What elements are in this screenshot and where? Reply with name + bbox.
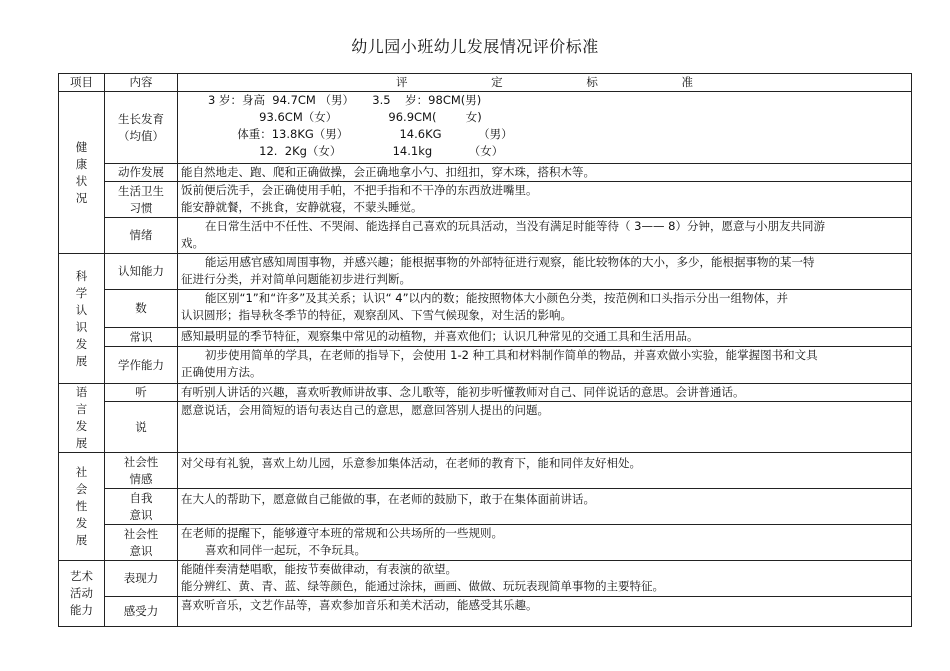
item-label-line: 数: [135, 301, 147, 315]
table-row: [59, 384, 912, 402]
item-label: [105, 489, 178, 525]
item-label: [105, 218, 178, 254]
criteria-line: 在老师的提醒下，能够遵守本班的常规和公共场所的一些规则。: [181, 526, 503, 540]
item-label-line: 动作发展: [118, 165, 164, 179]
criteria-line: 能运用感官感知周围事物，并感兴趣；能根据事物的外部特征进行观察，能比较物体的大小，多少，能根据事物的某一特: [205, 255, 815, 269]
table-row: [59, 92, 912, 164]
category-char: 科: [75, 268, 88, 283]
category-char: 健: [75, 139, 88, 154]
criteria-cell: [178, 384, 912, 402]
criteria-line: 3 岁：身高 94.7CM （男） 3.5 岁：98CM(男): [208, 93, 482, 107]
table-row: [59, 489, 912, 525]
criteria-cell: [178, 453, 912, 489]
item-label-line: 生活卫生: [118, 183, 164, 198]
table-row: [59, 347, 912, 384]
criteria-line: 能自然地走、跑、爬和正确做操，会正确地拿小勺、扣纽扣，穿木珠，搭积木等。: [181, 165, 595, 179]
header-criteria: [178, 74, 912, 92]
category-char: 展: [75, 353, 88, 368]
criteria-cell: [178, 92, 912, 164]
category-char: 学: [75, 285, 88, 300]
item-label: [105, 561, 178, 597]
item-label-line: 学作能力: [118, 357, 164, 372]
criteria-cell: [178, 561, 912, 597]
table-row: [59, 453, 912, 489]
item-label: [105, 453, 178, 489]
criteria-cell: [178, 218, 912, 254]
category-char: 发: [75, 516, 88, 530]
item-label-line: 生长发育: [118, 111, 164, 126]
criteria-cell: [178, 597, 912, 627]
item-label-line: 习惯: [129, 200, 153, 215]
item-label: [105, 347, 178, 384]
category-char: 能力: [70, 603, 93, 617]
criteria-cell: [178, 402, 912, 453]
item-label-line: 意识: [129, 543, 153, 558]
item-label-line: 自我: [129, 490, 153, 505]
table-row: [59, 597, 912, 627]
item-label: [105, 182, 178, 218]
item-label-line: 意识: [129, 507, 153, 522]
table-row: [59, 561, 912, 597]
table-row: [59, 164, 912, 182]
criteria-cell: [178, 254, 912, 290]
criteria-line: 正确使用方法。: [181, 365, 262, 379]
item-label-line: 社会性: [123, 526, 159, 541]
category-char: 展: [75, 533, 88, 547]
criteria-line: 93.6CM（女） 96.9CM( 女): [208, 110, 482, 124]
item-label-line: 说: [135, 419, 147, 434]
category-char: 识: [75, 319, 88, 334]
item-label: [105, 402, 178, 453]
item-label-line: 常识: [129, 329, 153, 344]
table-row: [59, 254, 912, 290]
category-char: 活动: [70, 586, 93, 600]
criteria-line: 喜欢和同伴一起玩，不争玩具。: [205, 543, 366, 557]
category-char: 性: [75, 499, 88, 513]
item-label-line: 社会性: [123, 454, 159, 469]
criteria-line: 饭前便后洗手，会正确使用手帕，不把手指和不干净的东西放进嘴里。: [181, 183, 538, 197]
category-char: 会: [75, 482, 88, 496]
criteria-cell: [178, 290, 912, 328]
item-label-line: （均值）: [118, 128, 164, 143]
item-label: [105, 254, 178, 290]
item-label-line: 情感: [129, 471, 153, 486]
category-char: 展: [75, 436, 88, 450]
category-char: 社: [75, 465, 88, 479]
criteria-line: 愿意说话，会用简短的语句表达自己的意思，愿意回答别人提出的问题。: [181, 403, 549, 418]
page-title: 幼儿园小班幼儿发展情况评价标准: [351, 37, 599, 56]
category-char: 艺术: [70, 569, 93, 583]
category-social: [59, 453, 105, 561]
criteria-line: 有听别人讲话的兴趣，喜欢听教师讲故事、念儿歌等，能初步听懂教师对自己、同伴说话的意思。会讲普通话。: [181, 385, 745, 399]
criteria-line: 能区别“1”和“许多”及其关系；认识“ 4”以内的数；能按照物体大小颜色分类，按范例和口头指示分出一组物体，并: [205, 291, 789, 305]
header-criteria-text: 评 定 标 准: [396, 75, 733, 89]
category-char: 状: [75, 173, 88, 188]
category-char: 言: [75, 402, 88, 416]
item-label-line: 认知能力: [118, 264, 164, 278]
criteria-line: 12. 2Kg（女） 14.1kg （女）: [208, 144, 504, 158]
header-content: 内容: [105, 74, 178, 92]
table-row: [59, 182, 912, 218]
category-health: [59, 92, 105, 254]
criteria-line: 在大人的帮助下，愿意做自己能做的事，在老师的鼓励下，敢于在集体面前讲话。: [181, 492, 595, 506]
category-char: 况: [75, 190, 88, 205]
item-label-line: 感受力: [123, 604, 159, 618]
item-label: [105, 92, 178, 164]
item-label: [105, 597, 178, 627]
criteria-cell: [178, 347, 912, 384]
criteria-cell: [178, 328, 912, 347]
criteria-line: 对父母有礼貌，喜欢上幼儿园，乐意参加集体活动，在老师的教育下，能和同伴友好相处。: [181, 456, 641, 470]
item-label-line: 听: [135, 385, 147, 400]
evaluation-table: [58, 73, 912, 627]
criteria-cell: [178, 182, 912, 218]
category-science: [59, 254, 105, 384]
criteria-line: 能安静就餐，不挑食，安静就寝，不蒙头睡觉。: [181, 200, 423, 214]
item-label: [105, 525, 178, 561]
criteria-line: 能随伴奏清楚唱歌，能按节奏做律动，有表演的欲望。: [181, 562, 457, 576]
item-label: [105, 290, 178, 328]
criteria-line: 能分辨红、黄、青、蓝、绿等颜色，能通过涂抹，画画、做做、玩玩表现简单事物的主要特征。: [181, 579, 664, 593]
criteria-cell: [178, 489, 912, 525]
table-row: [59, 328, 912, 347]
category-char: 语: [75, 385, 88, 399]
criteria-line: 初步使用简单的学具，在老师的指导下，会使用 1-2 种工具和材料制作简单的物品，并喜欢做小实验，能掌握图书和文具: [205, 348, 818, 362]
criteria-line: 感知最明显的季节特征，观察集中常见的动植物，并喜欢他们；认识几种常见的交通工具和生活用品。: [181, 329, 699, 343]
criteria-line: 认识圆形；指导秋冬季节的特征，观察刮风、下雪气候现象，对生活的影响。: [181, 308, 572, 322]
table-row: [59, 402, 912, 453]
criteria-line: 戏。: [181, 236, 204, 250]
category-char: 康: [75, 156, 88, 171]
category-language: [59, 384, 105, 453]
criteria-line: 征进行分类，并对简单问题能初步进行判断。: [181, 272, 411, 286]
item-label-line: 表现力: [123, 571, 159, 585]
criteria-line: 在日常生活中不任性、不哭闹、能选择自己喜欢的玩具活动，当没有满足时能等待（ 3—— 8）分钟，愿意与小朋友共同游: [205, 219, 825, 233]
category-char: 发: [75, 336, 88, 351]
table-row: [59, 290, 912, 328]
category-art: [59, 561, 105, 627]
table-row: [59, 525, 912, 561]
criteria-line: 喜欢听音乐，文艺作品等，喜欢参加音乐和美术活动，能感受其乐趣。: [181, 598, 538, 612]
item-label: [105, 384, 178, 402]
table-header-row: [59, 74, 912, 92]
table-row: [59, 218, 912, 254]
item-label: [105, 164, 178, 182]
item-label-line: 情绪: [129, 228, 153, 242]
item-label: [105, 328, 178, 347]
criteria-cell: [178, 525, 912, 561]
criteria-line: 体重：13.8KG（男） 14.6KG （男）: [208, 127, 513, 141]
header-project: 项目: [59, 74, 105, 92]
category-char: 认: [75, 302, 88, 317]
criteria-cell: [178, 164, 912, 182]
category-char: 发: [75, 419, 88, 433]
